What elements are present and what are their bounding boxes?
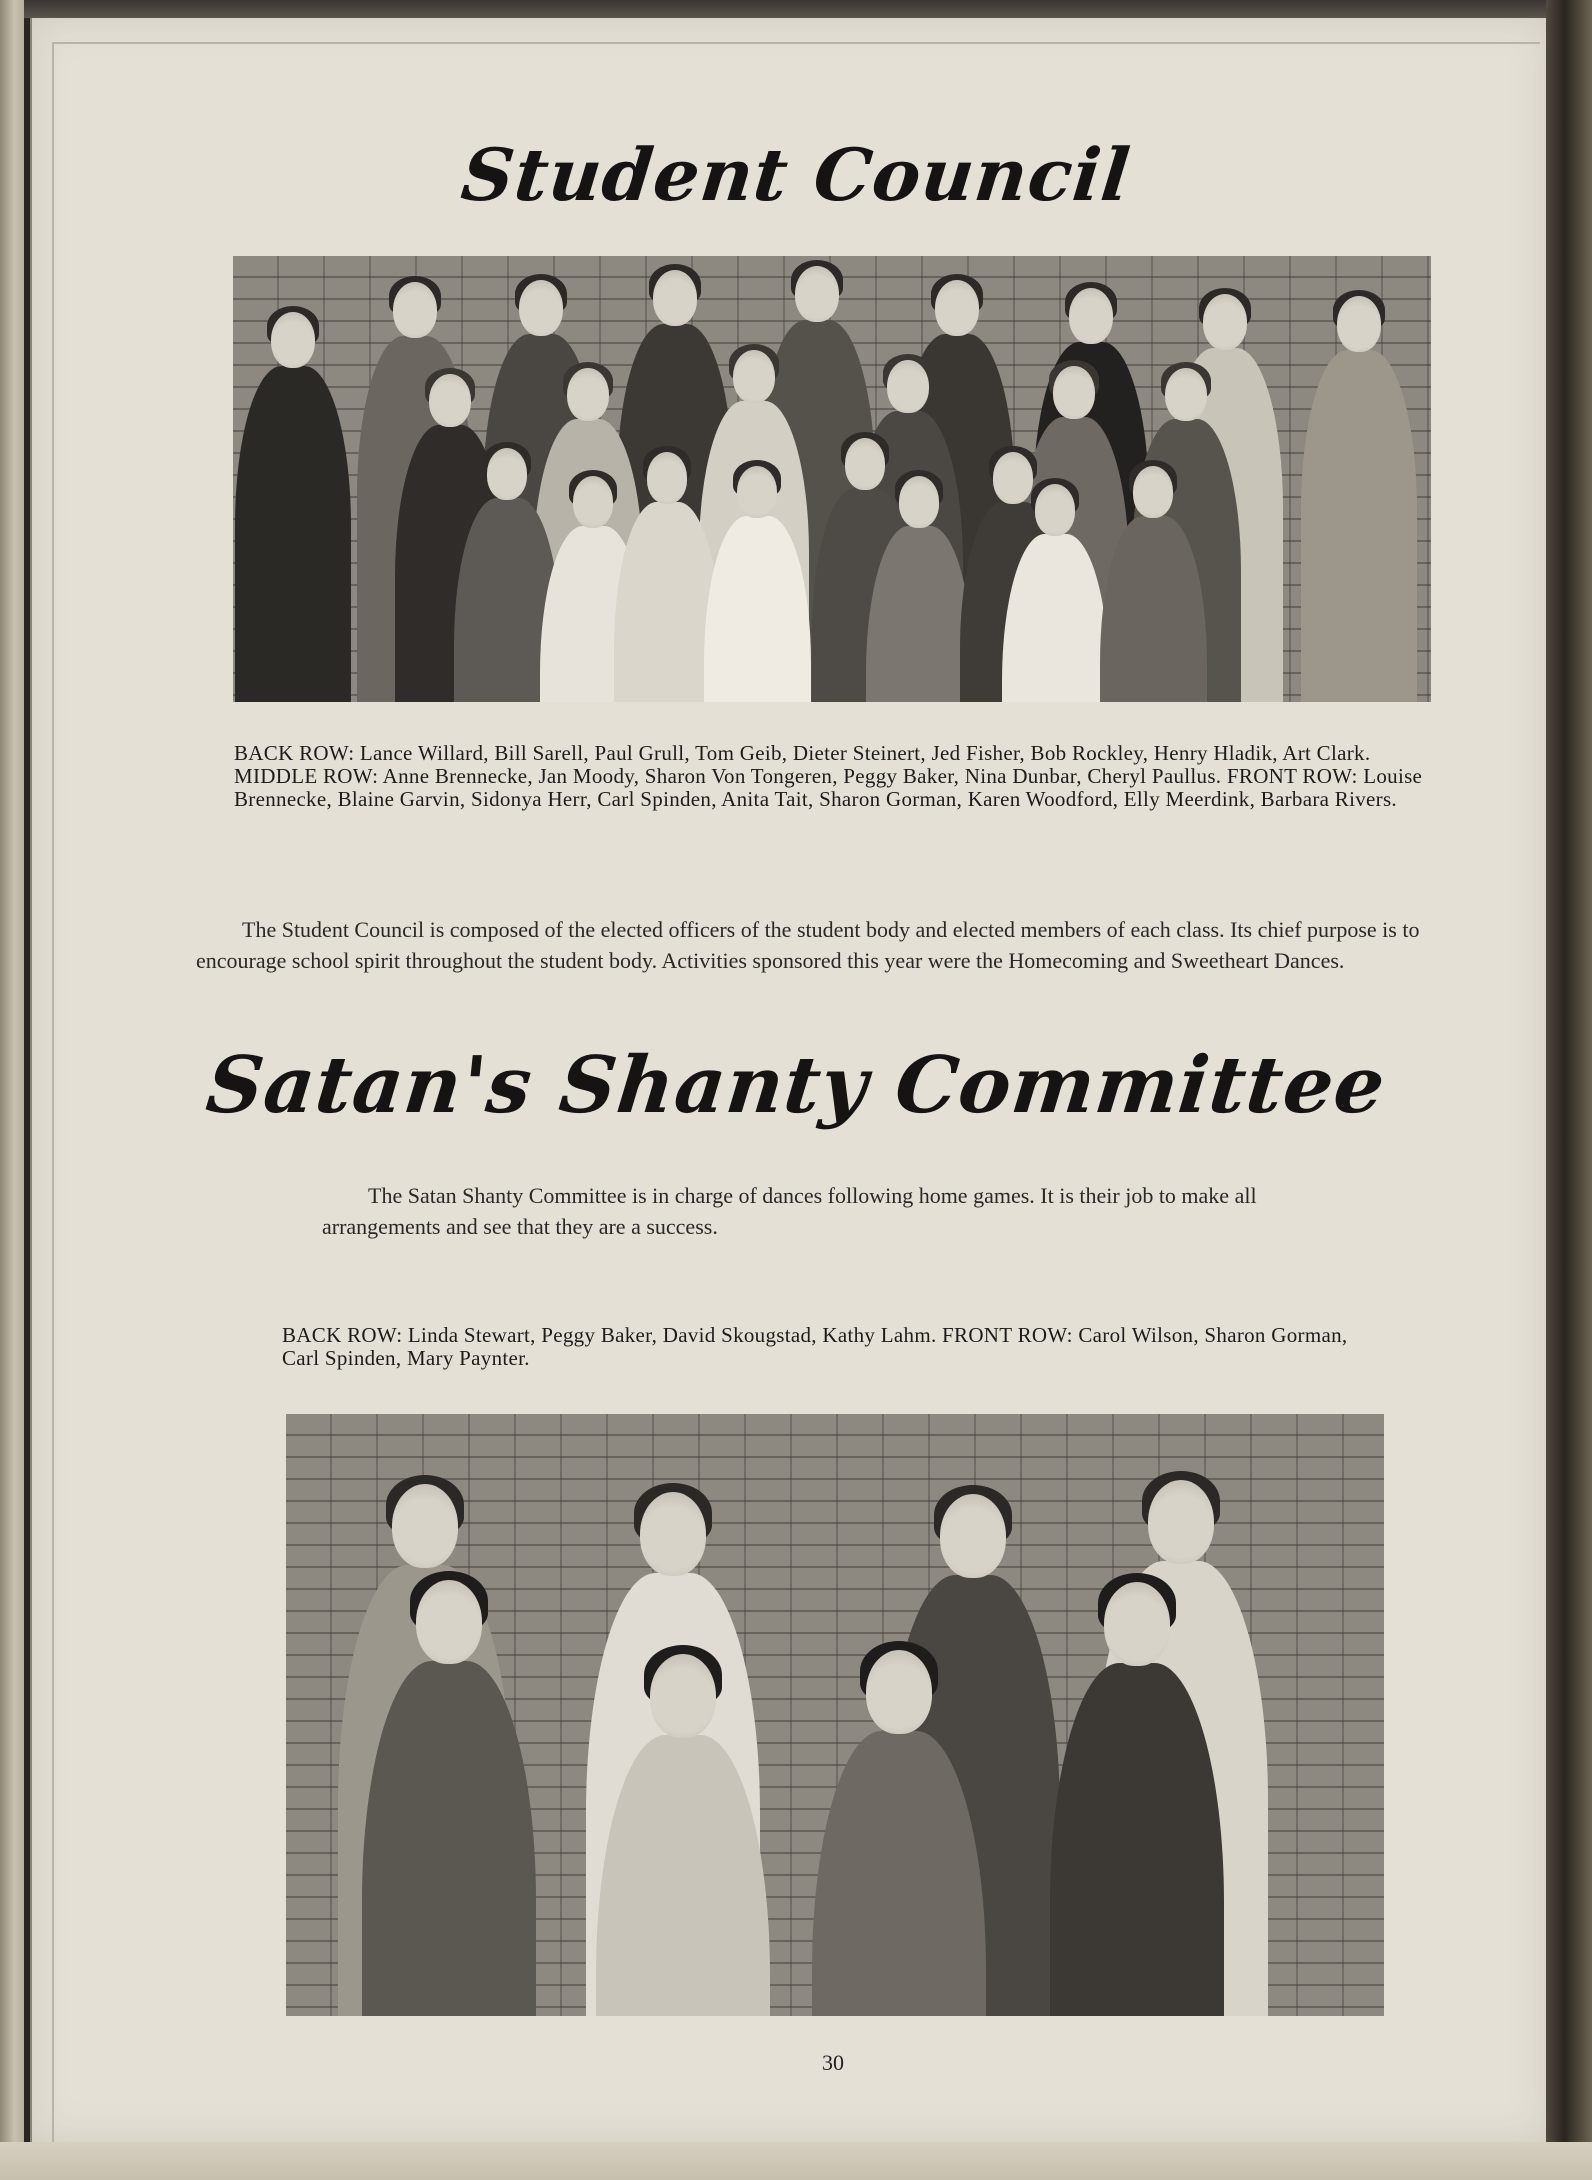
- satans-shanty-title: Satan's Shanty Committee: [202, 1040, 1390, 1131]
- student-council-title: Student Council: [457, 132, 1135, 217]
- student-council-photo: [233, 256, 1431, 702]
- book-bottom-edge: [0, 2142, 1592, 2180]
- student-council-caption: BACK ROW: Lance Willard, Bill Sarell, Paul Grull, Tom Geib, Dieter Steinert, Jed Fisher, Bob Rockley, Henry Hladik, Art Clark. MIDDLE ROW: Anne Brennecke, Jan Moody, Sharon Von Tongeren, Peggy Baker, Nina Dunbar, Cheryl Paullus. FRONT ROW: Louise Brennecke, Blaine Garvin, Sidonya Herr, Carl Spinden, Anita Tait, Sharon Gorman, Karen Woodford, Elly Meerdink, Barbara Rivers.: [234, 741, 1423, 811]
- page-number: 30: [822, 2050, 844, 2075]
- student-council-description: The Student Council is composed of the elected officers of the student body and elected members of each class. Its chief purpose is to encourage school spirit throughout the student body. Activities sponsored this year were the Homecoming and Sweetheart Dances.: [196, 917, 1420, 973]
- satans-shanty-photo: [286, 1414, 1384, 2016]
- satans-shanty-description: The Satan Shanty Committee is in charge of dances following home games. It is their job to make all arrangements and see that they are a success.: [322, 1183, 1257, 1239]
- satans-shanty-caption: BACK ROW: Linda Stewart, Peggy Baker, David Skougstad, Kathy Lahm. FRONT ROW: Carol Wilson, Sharon Gorman, Carl Spinden, Mary Paynter.: [282, 1323, 1348, 1370]
- book-top-edge: [0, 0, 1592, 18]
